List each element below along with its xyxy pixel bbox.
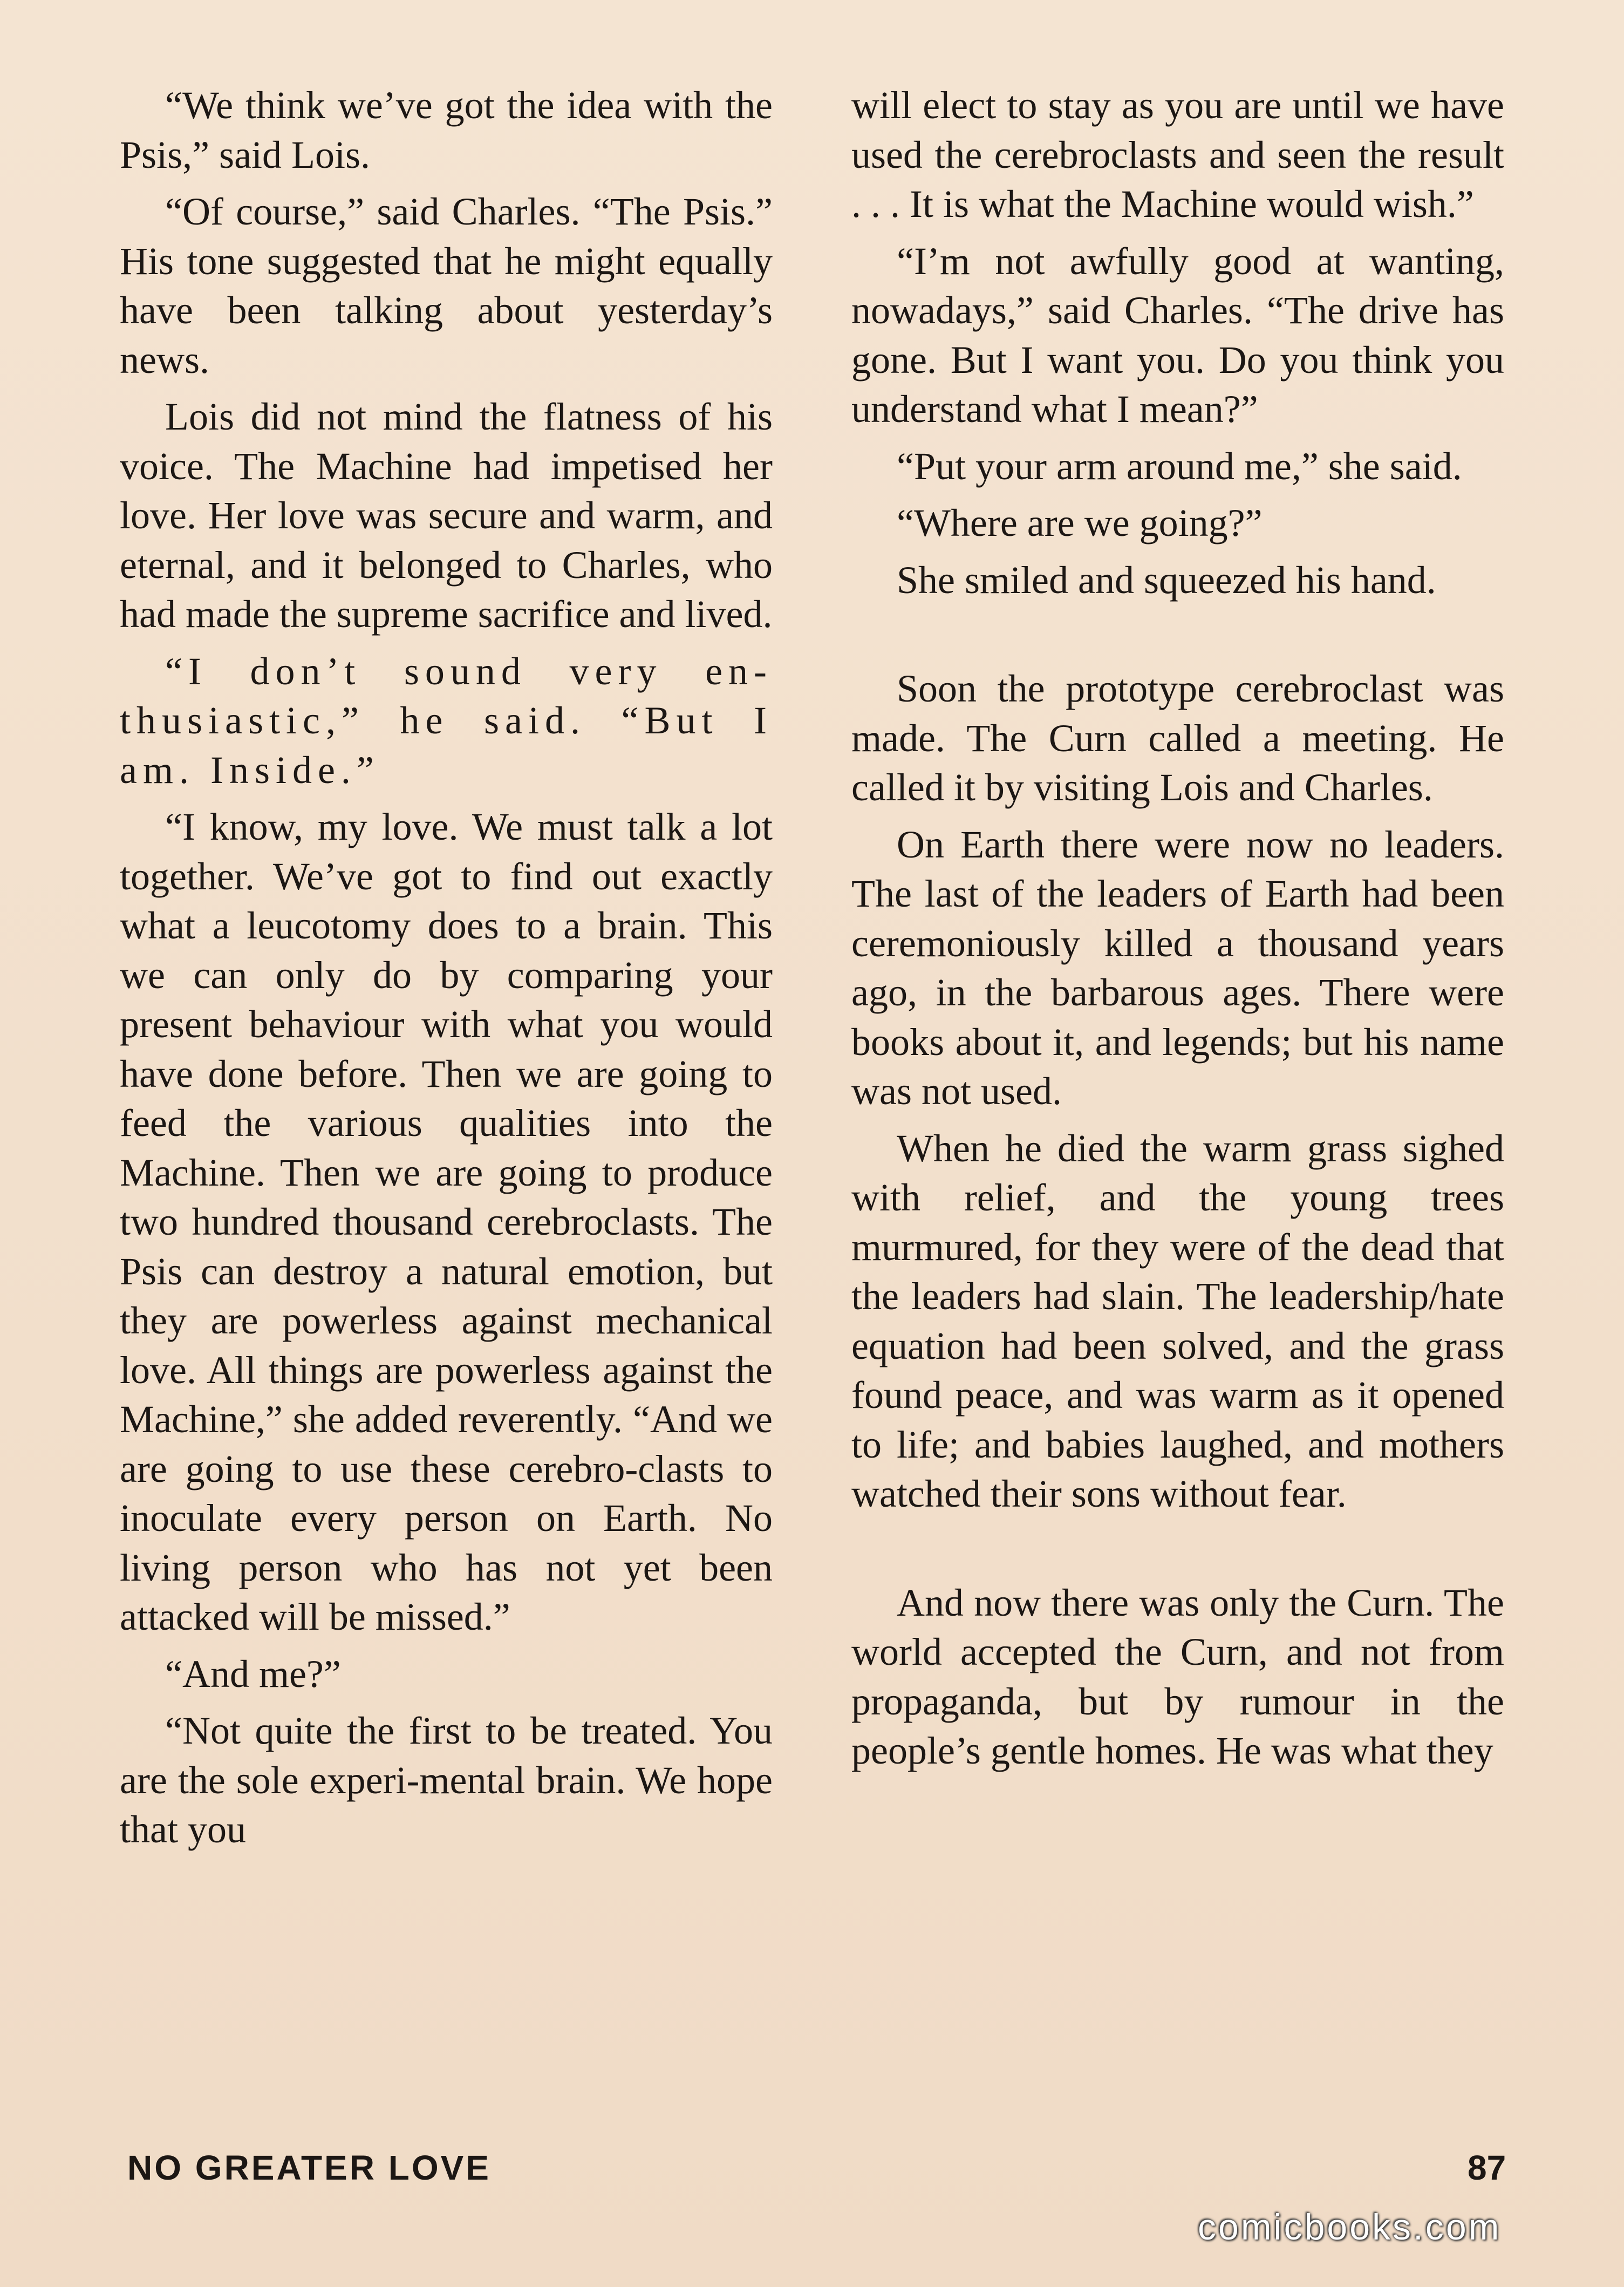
paragraph: will elect to stay as you are until we have used the cerebroclasts and seen the result . . . It is what the Machine would wish.” bbox=[851, 84, 1504, 226]
paragraph: “I don’t sound very en-thusiastic,” he said. “But I am. Inside.” bbox=[120, 649, 773, 792]
paragraph: “We think we’ve got the idea with the Psis,” said Lois. bbox=[120, 84, 773, 176]
paragraph: “Put your arm around me,” she said. bbox=[897, 444, 1462, 488]
paragraph: “I’m not awfully good at wanting, nowadays,” said Charles. “The drive has gone. But I want you. Do you think you understand what I mean?” bbox=[851, 239, 1504, 431]
paragraph: On Earth there were now no leaders. The last of the leaders of Earth had been ceremoniously killed a thousand years ago, in the barbarous ages. There were books about it, and legends; but his name was not used. bbox=[851, 822, 1504, 1113]
paragraph: “I know, my love. We must talk a lot together. We’ve got to find out exactly what a leucotomy does to a brain. This we can only do by comparing your present behaviour with what you would have done before. Then we are going to feed the various qualities into the Machine. Then we are going to produce two hundred thousand cerebroclasts. The Psis can destroy a natural emotion, but they are powerless against mechanical love. All things are powerless against the Machine,” she added reverently. “And we are going to use these cerebro-clasts to inoculate every person on Earth. No living person who has not yet been attacked will be missed.” bbox=[120, 805, 773, 1638]
page-number: 87 bbox=[1468, 2148, 1506, 2187]
paragraph: When he died the warm grass sighed with relief, and the young trees murmured, for they were of the dead that the leaders had slain. The leadership/hate equation had been solved, and the grass found peace, and was warm as it opened to life; and babies laughed, and mothers watched their sons without fear. bbox=[851, 1126, 1504, 1515]
right-text-column bbox=[851, 81, 1504, 1784]
site-watermark: comicbooks.com bbox=[1198, 2207, 1502, 2248]
paragraph: “Not quite the first to be treated. You are the sole experi-mental brain. We hope that you bbox=[120, 1709, 773, 1851]
paragraph: Lois did not mind the flatness of his voice. The Machine had impetised her love. Her love was secure and warm, and eternal, and it belonged to Charles, who had made the supreme sacrifice and lived. bbox=[120, 395, 773, 636]
paragraph: Soon the prototype cerebroclast was made. The Curn called a meeting. He called it by visiting Lois and Charles. bbox=[851, 667, 1504, 809]
paragraph: “And me?” bbox=[165, 1652, 341, 1696]
paragraph: And now there was only the Curn. The world accepted the Curn, and not from propaganda, but by rumour in the people’s gentle homes. He was what they bbox=[851, 1581, 1504, 1772]
left-text-column bbox=[120, 81, 773, 1862]
paragraph: She smiled and squeezed his hand. bbox=[897, 558, 1436, 602]
paragraph: “Where are we going?” bbox=[897, 501, 1263, 544]
running-footer-title: NO GREATER LOVE bbox=[127, 2148, 491, 2187]
paragraph: “Of course,” said Charles. “The Psis.” His tone suggested that he might equally have been talking about yesterday’s news. bbox=[120, 190, 773, 382]
